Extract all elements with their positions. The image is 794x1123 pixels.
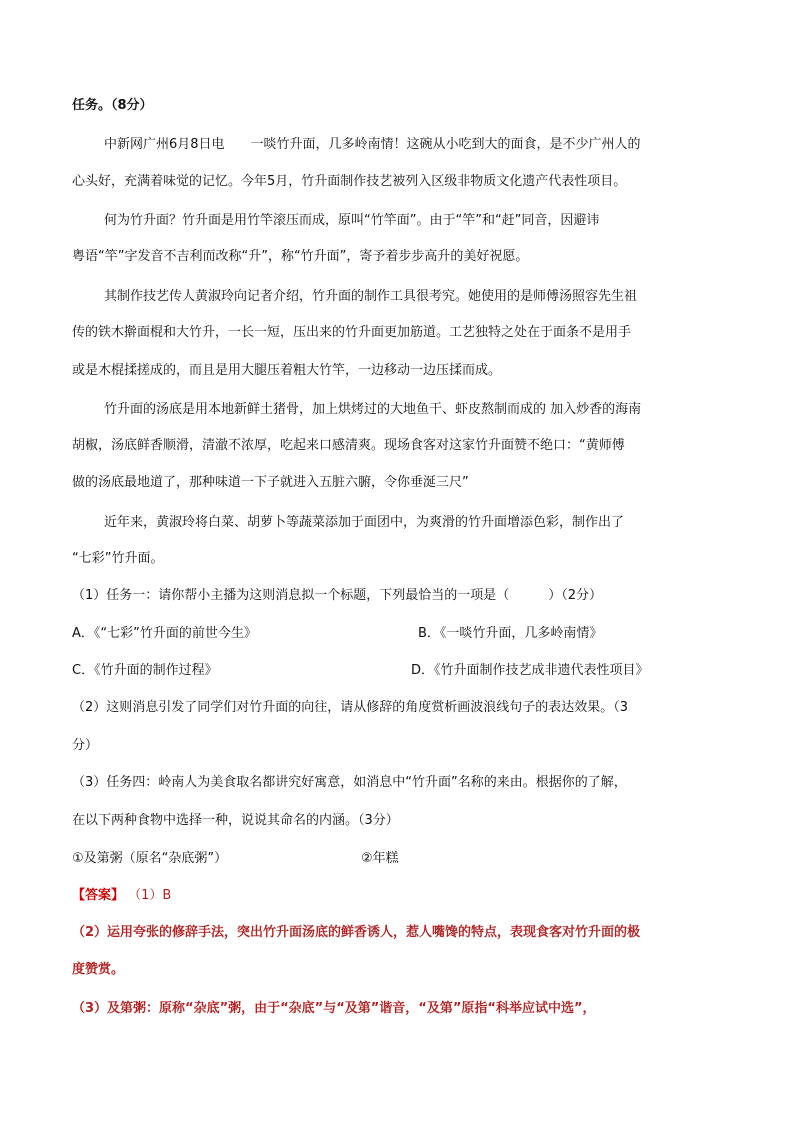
question-3-option-2: ②年糕	[361, 851, 399, 866]
question-1: （1）任务一：请你帮小主播为这则消息拟一个标题，下列最恰当的一项是（ ）（2分）	[72, 588, 603, 603]
article-paragraph-2-line-2: 粤语“竿”字发音不吉利而改称“升”，称“竹升面”，寄予着步步高升的美好祝愿。	[72, 249, 529, 264]
article-paragraph-5-line-2: “七彩”竹升面。	[72, 551, 164, 566]
article-paragraph-3-line-3: 或是木棍揉搓成的，而且是用大腿压着粗大竹竿，一边移动一边压揉而成。	[72, 363, 502, 378]
answer-tag: 【答案】	[72, 888, 125, 903]
question-1-option-c: C．《竹升面的制作过程》	[72, 663, 218, 678]
task-heading: 任务。（8分）	[72, 98, 153, 113]
answer-row-1	[72, 887, 171, 905]
article-paragraph-2-line-1: 何为竹升面？竹升面是用竹竿滚压而成，原叫“竹竿面”。由于“竿”和“赶”同音，因避讳	[104, 213, 600, 228]
question-3-option-1: ①及第粥（原名“杂底粥”）	[72, 851, 228, 866]
question-2-line-2: 分）	[72, 738, 99, 753]
article-paragraph-5-line-1: 近年来，黄淑玲将白菜、胡萝卜等蔬菜添加于面团中，为爽滑的竹升面增添色彩，制作出了	[104, 515, 625, 530]
answer-1: （1）B	[128, 888, 172, 903]
question-1-option-d: D．《竹升面制作技艺成非遗代表性项目》	[411, 663, 649, 678]
article-paragraph-1-line-2: 心头好，充满着味觉的记忆。今年5月，竹升面制作技艺被列入区级非物质文化遗产代表性项目。	[72, 174, 627, 189]
article-paragraph-4-line-3: 做的汤底最地道了，那种味道一下子就进入五脏六腑，令你垂涎三尺”	[72, 475, 469, 490]
article-paragraph-4-line-1: 竹升面的汤底是用本地新鲜土猪骨，加上烘烤过的大地鱼干、虾皮熬制而成的 加入炒香的海南	[104, 402, 642, 417]
question-2-line-1: （2）这则消息引发了同学们对竹升面的向往，请从修辞的角度赏析画波浪线句子的表达效果。（3	[72, 700, 629, 715]
question-3-line-2: 在以下两种食物中选择一种，说说其命名的内涵。（3分）	[72, 813, 399, 828]
answer-2-line-2: 度赞赏。	[72, 962, 125, 977]
question-3-line-1: （3）任务四：岭南人为美食取名都讲究好寓意，如消息中“竹升面”名称的来由。根据你的了解，	[72, 775, 627, 790]
question-1-option-b: B．《一啖竹升面，几多岭南情》	[418, 626, 603, 641]
answer-2-line-1: （2）运用夸张的修辞手法，突出竹升面汤底的鲜香诱人，惹人嘴馋的特点，表现食客对竹升面的极	[72, 925, 641, 940]
article-paragraph-1-line-1: 中新网广州6月8日电 一啖竹升面，几多岭南情！这碗从小吃到大的面食，是不少广州人的	[104, 137, 641, 152]
article-paragraph-3-line-1: 其制作技艺传人黄淑玲向记者介绍，竹升面的制作工具很考究。她使用的是师傅汤照容先生祖	[104, 289, 638, 304]
answer-3-line-1: （3）及第粥：原称“杂底”粥，由于“杂底”与“及第”谐音，“及第”原指“科举应试中选”，	[72, 1001, 596, 1016]
article-paragraph-4-line-2: 胡椒，汤底鲜香顺滑，清澈不浓厚，吃起来口感清爽。现场食客对这家竹升面赞不绝口：“黄师傅	[72, 438, 625, 453]
question-1-option-a: A．《“七彩”竹升面的前世今生》	[72, 626, 257, 641]
article-paragraph-3-line-2: 传的铁木擀面棍和大竹升，一长一短，压出来的竹升面更加筋道。工艺独特之处在于面条不是用手	[72, 325, 632, 340]
